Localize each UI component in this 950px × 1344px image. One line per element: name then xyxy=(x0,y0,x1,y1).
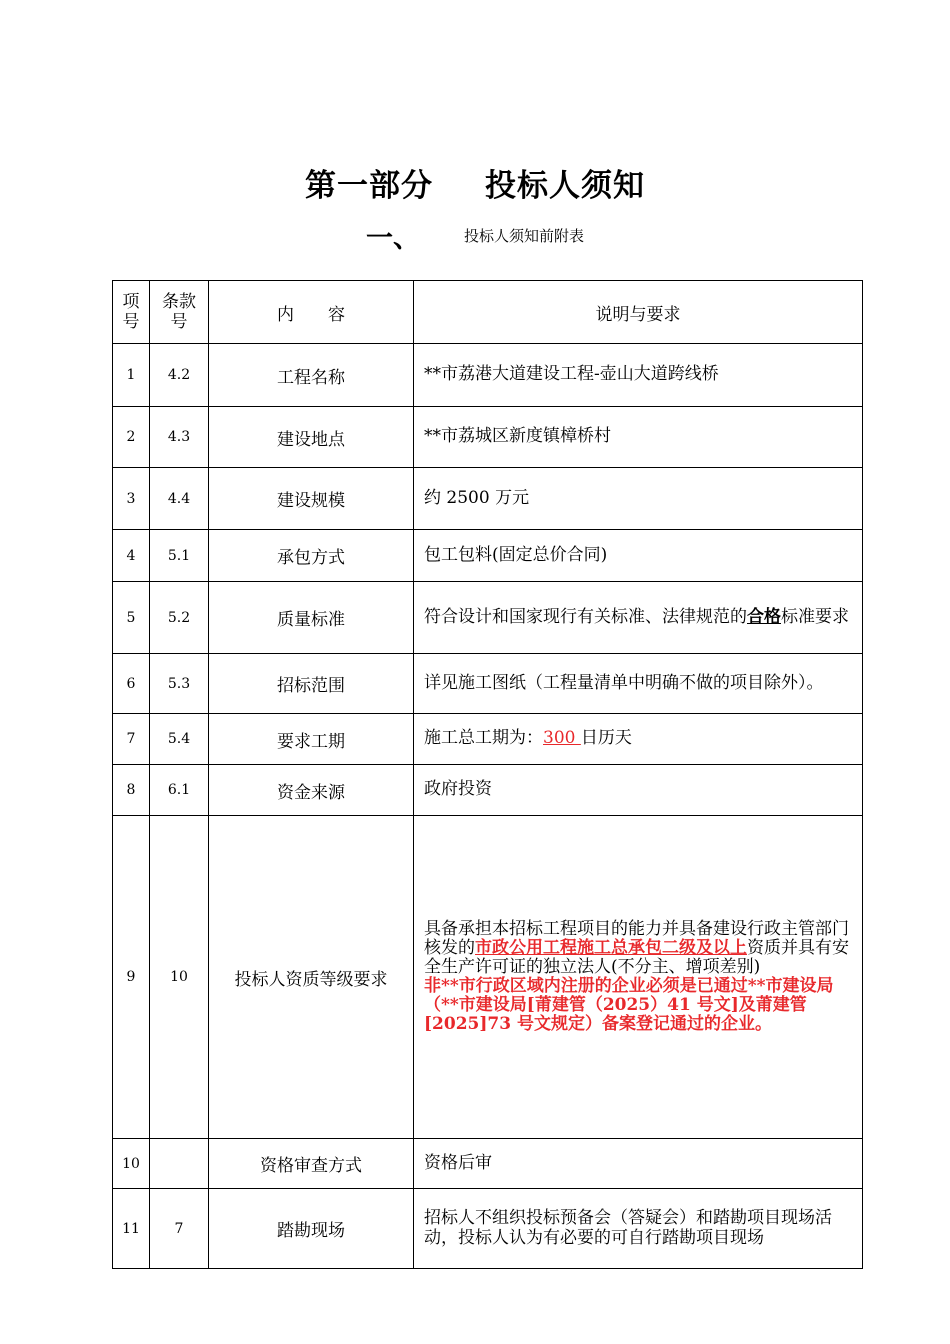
header-item-no: 项 号 xyxy=(113,281,150,344)
table-row xyxy=(113,654,863,714)
row-clause: 4.3 xyxy=(150,407,209,468)
table-row xyxy=(113,1189,863,1269)
section-number: 一、 xyxy=(365,223,420,254)
title-part: 第一部分 xyxy=(305,168,433,204)
row-number: 6 xyxy=(113,654,150,714)
row-description: **市荔城区新度镇樟桥村 xyxy=(414,407,863,468)
table-row xyxy=(113,407,863,468)
row-item: 建设地点 xyxy=(209,407,414,468)
table-row xyxy=(113,765,863,816)
row-item: 建设规模 xyxy=(209,468,414,530)
row-number: 5 xyxy=(113,582,150,654)
bidder-instructions-table xyxy=(112,280,863,1269)
row-description: 详见施工图纸（工程量清单中明确不做的项目除外）。 xyxy=(414,654,863,714)
quality-highlight: 合格 xyxy=(747,606,781,627)
row-clause: 5.1 xyxy=(150,530,209,582)
row-description: 约 2500 万元 xyxy=(414,468,863,530)
row-item: 踏勘现场 xyxy=(209,1189,414,1269)
section-heading: 投标人须知前附表 xyxy=(463,227,584,245)
table-row xyxy=(113,468,863,530)
title-name: 投标人须知 xyxy=(485,168,645,204)
qualification-highlight: 市政公用工程施工总承包二级及以上 xyxy=(475,937,747,958)
row-clause: 4.4 xyxy=(150,468,209,530)
row-item: 承包方式 xyxy=(209,530,414,582)
header-description: 说明与要求 xyxy=(414,281,863,344)
row-description: 招标人不组织投标预备会（答疑会）和踏勘项目现场活动，投标人认为有必要的可自行踏勘项目现场 xyxy=(414,1189,863,1269)
row-clause: 4.2 xyxy=(150,344,209,407)
row-number: 7 xyxy=(113,714,150,765)
row-number: 4 xyxy=(113,530,150,582)
table-row xyxy=(113,1139,863,1189)
row-number: 9 xyxy=(113,816,150,1139)
row-number: 2 xyxy=(113,407,150,468)
row-description: 施工总工期为：300 日历天 xyxy=(414,714,863,765)
row-clause: 5.2 xyxy=(150,582,209,654)
row-number: 1 xyxy=(113,344,150,407)
section-subtitle xyxy=(0,216,950,255)
registration-requirement: 非**市行政区域内注册的企业必须是已通过**市建设局（**市建设局[莆建管（2025）41 号文]及莆建管[2025]73 号文规定）备案登记通过的企业。 xyxy=(424,976,834,1035)
row-item: 质量标准 xyxy=(209,582,414,654)
row-clause: 10 xyxy=(150,816,209,1139)
header-content: 内 容 xyxy=(209,281,414,344)
row-clause: 5.4 xyxy=(150,714,209,765)
table-row xyxy=(113,714,863,765)
row-number: 10 xyxy=(113,1139,150,1189)
row-clause: 7 xyxy=(150,1189,209,1269)
duration-value: 300 xyxy=(543,728,581,749)
row-description: 具备承担本招标工程项目的能力并具备建设行政主管部门核发的市政公用工程施工总承包二级及以上资质并具有安全生产许可证的独立法人(不分主、增项差别) 非**市行政区域内注册的企业必须是已通过**市建设局（**市建设局[莆建管（2025）41 号文]及莆建管[2025]73 号文规定）备案登记通过的企业。 xyxy=(414,816,863,1139)
row-description: 政府投资 xyxy=(414,765,863,816)
table-row xyxy=(113,530,863,582)
row-number: 8 xyxy=(113,765,150,816)
row-item: 投标人资质等级要求 xyxy=(209,816,414,1139)
table-row xyxy=(113,344,863,407)
row-item: 资格审查方式 xyxy=(209,1139,414,1189)
table-header-row xyxy=(113,281,863,344)
row-item: 工程名称 xyxy=(209,344,414,407)
table-row xyxy=(113,582,863,654)
row-number: 3 xyxy=(113,468,150,530)
row-number: 11 xyxy=(113,1189,150,1269)
row-description: 包工包料(固定总价合同) xyxy=(414,530,863,582)
row-item: 招标范围 xyxy=(209,654,414,714)
header-clause-no: 条款 号 xyxy=(150,281,209,344)
row-description: **市荔港大道建设工程-壶山大道跨线桥 xyxy=(414,344,863,407)
row-clause: 5.3 xyxy=(150,654,209,714)
row-clause xyxy=(150,1139,209,1189)
row-item: 资金来源 xyxy=(209,765,414,816)
table-row xyxy=(113,816,863,1139)
row-description: 资格后审 xyxy=(414,1139,863,1189)
row-clause: 6.1 xyxy=(150,765,209,816)
page-title xyxy=(0,160,950,205)
row-item: 要求工期 xyxy=(209,714,414,765)
row-description: 符合设计和国家现行有关标准、法律规范的合格标准要求 xyxy=(414,582,863,654)
